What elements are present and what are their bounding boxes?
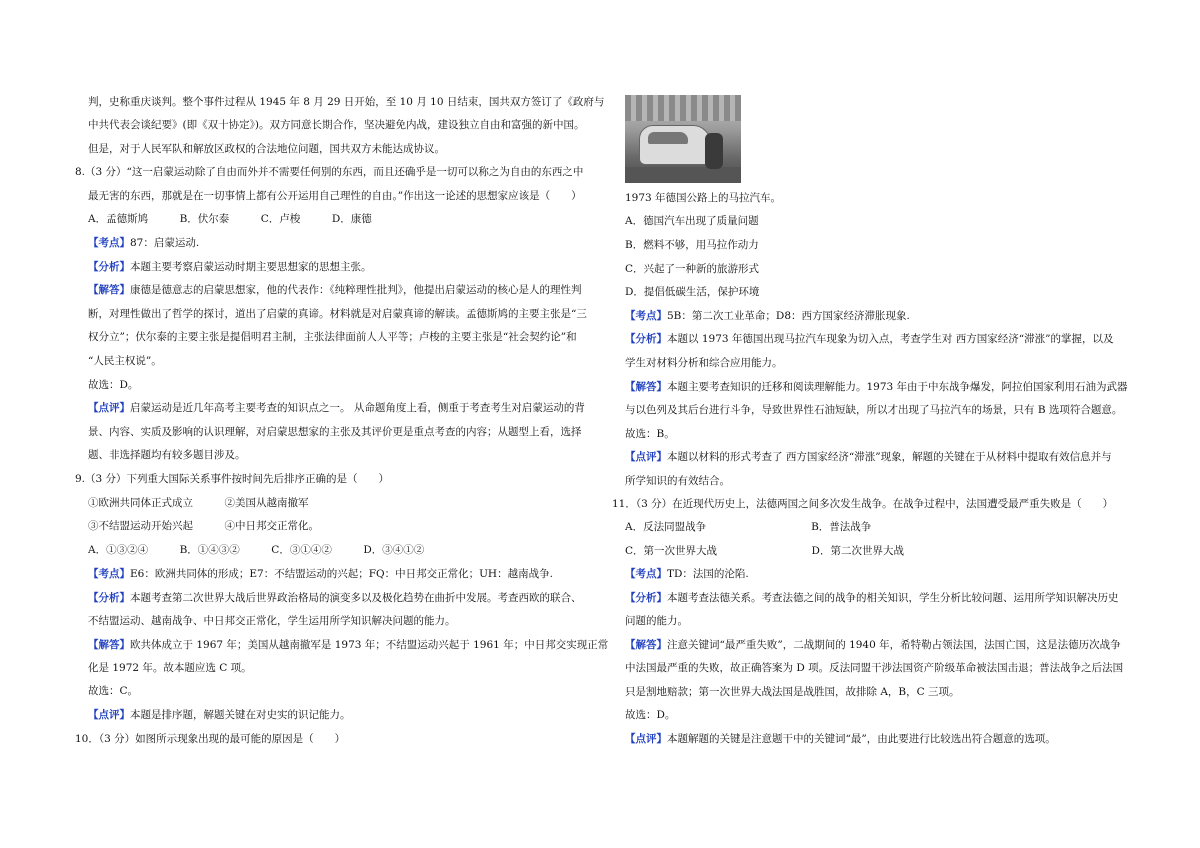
line-text: 启蒙运动是近几年高考主要考查的知识点之一。 从命题角度上看，侧重于考查考生对启蒙运动的背 xyxy=(130,402,585,414)
text-line xyxy=(625,262,759,276)
text-line xyxy=(88,283,582,297)
section-tag: 【点评】 xyxy=(88,402,130,414)
text-line xyxy=(625,591,1119,605)
section-tag: 【分析】 xyxy=(625,592,667,604)
line-text: 权分立”；伏尔泰的主要主张是提倡明君主制，主张法律面前人人平等；卢梭的主要主张是“社会契约论”和 xyxy=(88,331,577,343)
line-text: ③不结盟运动开始兴起 ④中日邦交正常化。 xyxy=(88,520,319,532)
horse-drawn-car-photo xyxy=(625,95,741,183)
line-text: E6：欧洲共同体的形成；E7：不结盟运动的兴起；FQ：中日邦交正常化；UH：越南战争. xyxy=(130,568,553,580)
photo-trees xyxy=(625,95,741,121)
text-line xyxy=(88,236,199,250)
text-line xyxy=(625,427,675,441)
line-text: 10．（3 分）如图所示现象出现的最可能的原因是（ ） xyxy=(75,733,346,745)
photo-horse xyxy=(705,133,723,169)
line-text: 本题解题的关键是注意题干中的关键词“最”，由此要进行比较选出符合题意的选项。 xyxy=(667,733,1056,745)
line-text: 化是 1972 年。故本题应选 C 项。 xyxy=(88,662,252,674)
line-text: 87：启蒙运动. xyxy=(130,237,200,249)
text-line xyxy=(612,497,1113,511)
text-line xyxy=(625,544,904,558)
text-line xyxy=(88,519,319,533)
text-line xyxy=(625,685,960,699)
line-text: 欧共体成立于 1967 年；美国从越南撤军是 1973 年；不结盟运动兴起于 1961 年；中日邦交实现正常 xyxy=(130,639,609,651)
line-text: 本题考查法德关系。考查法德之间的战争的相关知识，学生分析比较问题、运用所学知识解决历史 xyxy=(667,592,1119,604)
text-line xyxy=(625,403,1122,417)
text-line xyxy=(625,332,1113,346)
line-text: 与以色列及其后台进行斗争，导致世界性石油短缺，所以才出现了马拉汽车的场景，只有 B 选项符合题意。 xyxy=(625,404,1123,416)
line-text: 问题的能力。 xyxy=(625,615,688,627)
text-line xyxy=(88,330,577,344)
line-text: 景、内容、实质及影响的认识理解，对启蒙思想家的主张及其评价更是重点考查的内容；从题型上看，选择 xyxy=(88,426,582,438)
line-text: 故选：D。 xyxy=(625,709,676,721)
line-text: A．孟德斯鸠 B．伏尔泰 C．卢梭 D．康德 xyxy=(88,213,372,225)
photo-car-window xyxy=(648,132,688,144)
photo-road xyxy=(625,167,741,183)
line-text: 只是割地赔款；第一次世界大战法国是战胜国，故排除 A，B，C 三项。 xyxy=(625,686,960,698)
text-line xyxy=(88,614,456,628)
line-text: C．第一次世界大战 D．第二次世界大战 xyxy=(625,545,904,557)
line-text: 本题主要考查知识的迁移和阅读理解能力。1973 年由于中东战争爆发，阿拉伯国家利用石油为武器 xyxy=(667,381,1128,393)
text-line xyxy=(625,567,749,581)
line-text: 本题以 1973 年德国出现马拉汽车现象为切入点，考查学生对 西方国家经济“滞涨”的掌握，以及 xyxy=(667,333,1114,345)
line-text: 1973 年德国公路上的马拉汽车。 xyxy=(625,192,782,204)
line-text: 学生对材料分析和综合应用能力。 xyxy=(625,357,783,369)
section-tag: 【考点】 xyxy=(88,237,130,249)
line-text: 故选：D。 xyxy=(88,379,139,391)
text-line xyxy=(88,448,246,462)
line-text: TD：法国的沦陷. xyxy=(667,568,749,580)
text-line xyxy=(625,520,871,534)
text-line xyxy=(88,307,587,321)
line-text: A．反法同盟战争 B．普法战争 xyxy=(625,521,872,533)
section-tag: 【考点】 xyxy=(625,310,667,322)
section-tag: 【考点】 xyxy=(88,568,130,580)
text-line xyxy=(88,212,372,226)
line-text: 故选：B。 xyxy=(625,428,675,440)
text-line xyxy=(88,567,553,581)
line-text: 故选：C。 xyxy=(88,685,139,697)
line-text: 所学知识的有效结合。 xyxy=(625,475,730,487)
text-line xyxy=(88,661,252,675)
text-line xyxy=(88,543,424,557)
text-line xyxy=(88,425,582,439)
line-text: 但是，对于人民军队和解放区政权的合法地位问题，国共双方未能达成协议。 xyxy=(88,143,445,155)
section-tag: 【分析】 xyxy=(88,592,130,604)
line-text: D．提倡低碳生活，保护环境 xyxy=(625,286,760,298)
section-tag: 【分析】 xyxy=(88,261,130,273)
section-tag: 【解答】 xyxy=(625,381,667,393)
text-line xyxy=(625,661,1123,675)
text-line xyxy=(625,356,783,370)
line-text: C．兴起了一种新的旅游形式 xyxy=(625,263,760,275)
line-text: 判，史称重庆谈判。整个事件过程从 1945 年 8 月 29 日开始，至 10 月 10 日结束，国共双方签订了《政府与 xyxy=(88,96,605,108)
line-text: 本题主要考察启蒙运动时期主要思想家的思想主张。 xyxy=(130,261,372,273)
line-text: 11．（3 分）在近现代历史上，法德两国之间多次发生战争。在战争过程中，法国遭受最严重失败是（ ） xyxy=(612,498,1114,510)
section-tag: 【点评】 xyxy=(625,451,667,463)
text-line xyxy=(625,732,1056,746)
text-line xyxy=(625,238,759,252)
line-text: 题、非选择题均有较多题目涉及。 xyxy=(88,449,246,461)
line-text: 中共代表会谈纪要》(即《双十协定》)。双方同意长期合作，坚决避免内战，建设独立自由和富强的新中国。 xyxy=(88,119,585,131)
photo-car xyxy=(639,125,711,165)
text-line xyxy=(625,380,1128,394)
line-text: B．燃料不够，用马拉作动力 xyxy=(625,239,759,251)
text-line xyxy=(625,309,910,323)
text-line xyxy=(625,285,759,299)
text-line xyxy=(75,472,389,486)
line-text: ①欧洲共同体正式成立 ②美国从越南撤军 xyxy=(88,497,309,509)
section-tag: 【分析】 xyxy=(625,333,667,345)
section-tag: 【解答】 xyxy=(88,284,130,296)
section-tag: 【点评】 xyxy=(88,709,130,721)
text-line xyxy=(88,591,582,605)
line-text: 断，对理性做出了哲学的探讨，道出了启蒙的真谛。材料就是对启蒙真谛的解读。孟德斯鸠的主要主张是“三 xyxy=(88,308,587,320)
text-line xyxy=(625,450,1112,464)
line-text: 本题以材料的形式考查了 西方国家经济“滞涨”现象，解题的关键在于从材料中提取有效信息并与 xyxy=(667,451,1112,463)
line-text: 本题是排序题，解题关键在对史实的识记能力。 xyxy=(130,709,351,721)
section-tag: 【考点】 xyxy=(625,568,667,580)
text-line xyxy=(625,708,675,722)
line-text: 8.（3 分）“这一启蒙运动除了自由而外并不需要任何别的东西，而且还确乎是一切可以称之为自由的东西之中 xyxy=(75,166,584,178)
text-line xyxy=(625,638,1121,652)
text-line xyxy=(88,142,445,156)
line-text: 不结盟运动、越南战争、中日邦交正常化，学生运用所学知识解决问题的能力。 xyxy=(88,615,456,627)
text-line xyxy=(88,95,604,109)
text-line xyxy=(75,165,583,179)
text-line xyxy=(88,638,608,652)
line-text: 康德是德意志的启蒙思想家，他的代表作：《纯粹理性批判》，他提出启蒙运动的核心是人的理性判 xyxy=(130,284,582,296)
line-text: A．①③②④ B．①④③② C．③①④② D．③④①② xyxy=(88,544,425,556)
line-text: 5B：第二次工业革命；D8：西方国家经济滞胀现象. xyxy=(667,310,910,322)
line-text: “人民主权说”。 xyxy=(88,355,162,367)
text-line xyxy=(88,684,138,698)
text-line xyxy=(88,401,585,415)
section-tag: 【解答】 xyxy=(625,639,667,651)
line-text: A．德国汽车出现了质量问题 xyxy=(625,215,759,227)
text-line xyxy=(625,191,781,205)
text-line xyxy=(88,378,138,392)
text-line xyxy=(75,732,345,746)
text-line xyxy=(88,118,584,132)
line-text: 注意关键词“最严重失败”，二战期间的 1940 年，希特勒占领法国，法国亡国，这是法德历次战争 xyxy=(667,639,1121,651)
line-text: 本题考查第二次世界大战后世界政治格局的演变多以及极化趋势在曲折中发展。考查西欧的联合、 xyxy=(130,592,582,604)
text-line xyxy=(88,496,309,510)
text-line xyxy=(625,614,688,628)
line-text: 9.（3 分）下列重大国际关系事件按时间先后排序正确的是（ ） xyxy=(75,473,390,485)
line-text: 中法国最严重的失败，故正确答案为 D 项。反法同盟干涉法国资产阶级革命被法国击退；普法战争之后法国 xyxy=(625,662,1124,674)
text-line xyxy=(88,189,582,203)
section-tag: 【点评】 xyxy=(625,733,667,745)
text-line xyxy=(625,474,730,488)
section-tag: 【解答】 xyxy=(88,639,130,651)
text-line xyxy=(88,708,351,722)
text-line xyxy=(88,260,372,274)
line-text: 最无害的东西，那就是在一切事情上都有公开运用自己理性的自由。”作出这一论述的思想家应该是（ ） xyxy=(88,190,582,202)
text-line xyxy=(88,354,162,368)
text-line xyxy=(625,214,759,228)
